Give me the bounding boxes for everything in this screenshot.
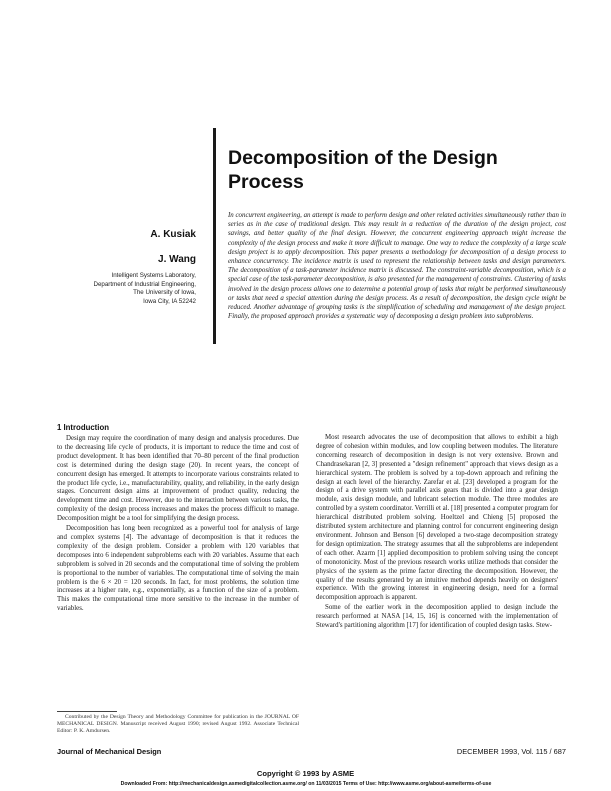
- affiliation-line: Intelligent Systems Laboratory,: [111, 272, 196, 279]
- title-line-1: Decomposition of the Design: [228, 147, 498, 169]
- copyright-notice: Copyright © 1993 by ASME: [256, 769, 355, 778]
- author-2: J. Wang: [158, 254, 196, 265]
- body-paragraph: Most research advocates the use of decomposition that allows to exhibit a high degree of cohesion within modules, and low coupling between modules. The literature concerning research of decomposition in design is not very extensive. Brown and Chandrasekaran [2, 3] presented a "design refinement" approach that views design as a hierarchical system. The problem is solved by a top-down approach and refining the design at each level of the hierarchy. Zarefar et al. [23] developed a program for the design of a drive system with parallel axis gears that is divided into a gear design module, axis design module, and lubricant selection module. The three modules are controlled by a system coordinator. Verrilli et al. [18] presented a computer program for hierarchical distributed problem solving. Hoeltzel and Chieng [5] proposed the distributed system architecture and planning control for concurrent engineering design environment. Johnson and Benson [6] developed a two-stage decomposition strategy for design optimization. The strategy assumes that all the subproblems are independent of each other. Azarm [1] applied decomposition to problem solving using the concept of monotonicity. Most of the previous research works utilize methods that consider the physics of the system as the prime factor directing the decomposition. However, the quality of the results generated by an intuitive method depends heavily on designers' experience. With the growing interest in engineering design, need for a formal decomposition approach is apparent.: [316, 434, 558, 602]
- footnote: Contributed by the Design Theory and Methodology Committee for publication in the JOURNAL OF MECHANICAL DESIGN. Manuscript received August 1990; revised August 1992. Associate Technical Editor: P. K. Amdursen.: [57, 714, 299, 735]
- section-heading-introduction: 1 Introduction: [57, 423, 109, 432]
- left-column: [57, 435, 299, 614]
- footnote-rule: [57, 711, 117, 712]
- body-paragraph: Some of the earlier work in the decomposition applied to design include the research performed at NASA [14, 15, 16] is concerned with the implementation of Steward's partitioning algorithm [17] for identification of coupled design tasks. Stew-: [316, 604, 558, 630]
- journal-name: Journal of Mechanical Design: [57, 747, 162, 756]
- abstract: In concurrent engineering, an attempt is made to perform design and other related activities simultaneously rather than in series as in the case of traditional design. This may result in a reduction of the duration of the design project, cost savings, and better quality of the final design. However, the concurrent engineering approach might increase the complexity of the design process and make it more difficult to manage. One way to reduce the complexity of a large scale design project is to apply decomposition. This paper presents a methodology for decomposition of a design process to enhance concurrency. The incidence matrix is used to represent the relationship between tasks and design parameters. The decomposition of a task-parameter incidence matrix is discussed. The constraint-variable decomposition, which is a special case of the task-parameter decomposition, is also presented for the management of constraints. Clustering of tasks involved in the design process allows one to determine a potential group of tasks that might be performed simultaneously or tasks that need a special attention during the design process. As a result of decomposition, the design cycle might be reduced. Another advantage of grouping tasks is the simplification of scheduling and management of the design project. Finally, the proposed approach provides a systematic way of decomposing a design problem into subproblems.: [228, 212, 566, 321]
- affiliation-line: Iowa City, IA 52242: [143, 297, 196, 305]
- author-1: A. Kusiak: [150, 229, 196, 240]
- body-paragraph: Design may require the coordination of many design and analysis procedures. Due to the decreasing life cycle of products, it is important to reduce the time and cost of product development. It has been identified that 70–80 percent of the final production cost is determined during the design stage (20). In recent years, the concept of concurrent design has emerged. It attempts to incorporate various constraints related to the product life cycle, i.e., manufacturability, quality, and reliability, in the early design stages. Concurrent design aims at improvement of product quality, reducing the development time and cost. However, due to the interaction between various tasks, the complexity of the design process increases and makes the process difficult to manage. Decomposition might be a tool for simplifying the design process.: [57, 435, 299, 523]
- title-line-2: Process: [228, 171, 304, 193]
- affiliation-line: The University of Iowa,: [133, 289, 196, 297]
- issue-info: DECEMBER 1993, Vol. 115 / 687: [456, 747, 566, 756]
- body-paragraph: Decomposition has long been recognized as a powerful tool for analysis of large and complex systems [4]. The advantage of decomposition is that it reduces the complexity of the design problem. Consider a problem with 120 variables that decomposes into 6 independent subproblems each with 20 variables. Assume that each subproblem is solved in 20 seconds and the computational time of solving the problem is proportional to the number of variables. The computational time of solving the main problem is the 6 × 20 = 120 seconds. In fact, for most problems, the solution time increases at a higher rate, e.g., exponentially, as a function of the size of a problem. This makes the computational time more sensitive to the increase in the number of variables.: [57, 525, 299, 613]
- paper-title: [228, 146, 558, 194]
- download-line: Downloaded From: http://mechanicaldesign.asmedigitalcollection.asme.org/ on 11/03/2015 Terms of Use: http://www.asme.org/about-asme/terms-of-use: [120, 781, 492, 787]
- affiliation-line: Department of Industrial Engineering,: [93, 280, 196, 288]
- title-rule: [213, 128, 216, 344]
- author-affiliation: [20, 272, 196, 306]
- right-column: [316, 434, 558, 631]
